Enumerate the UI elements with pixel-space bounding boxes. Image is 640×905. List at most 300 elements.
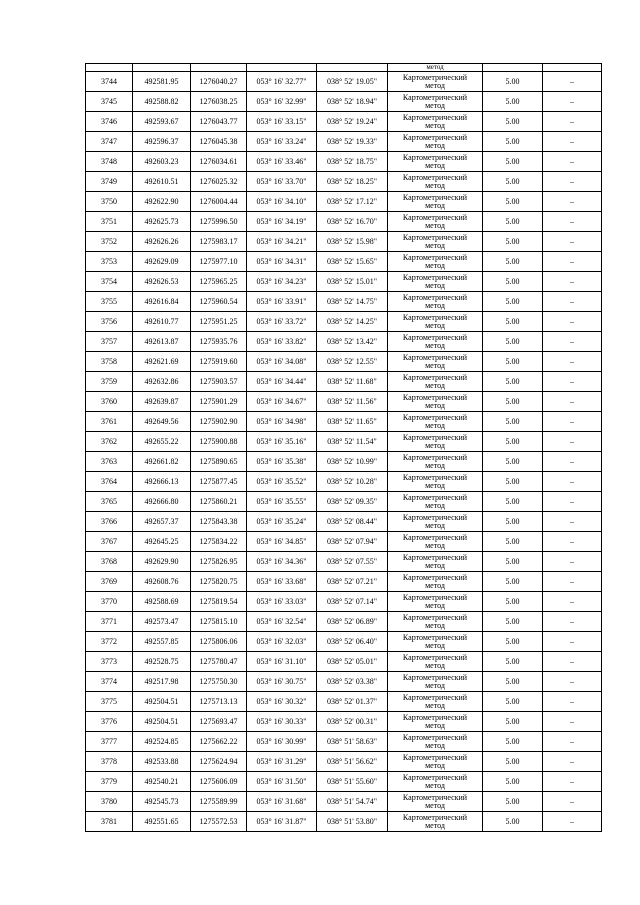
x-coordinate-cell: 492596.37 xyxy=(133,132,191,152)
empty-value-cell: – xyxy=(543,252,602,272)
method-cell xyxy=(388,672,483,692)
longitude-cell: 038° 52' 03.38" xyxy=(317,672,388,692)
longitude-cell: 038° 52' 12.55" xyxy=(317,352,388,372)
method-cell xyxy=(388,412,483,432)
deviation-cell: 5.00 xyxy=(483,152,543,172)
method-line-1: Картометрический xyxy=(402,192,468,202)
deviation-cell: 5.00 xyxy=(483,232,543,252)
latitude-cell: 053° 16' 35.52" xyxy=(247,472,317,492)
method-cell xyxy=(388,372,483,392)
method-cell xyxy=(388,312,483,332)
method-line-1: Картометрический xyxy=(402,172,468,182)
longitude-cell: 038° 52' 07.14" xyxy=(317,592,388,612)
method-cell xyxy=(388,512,483,532)
empty-value-cell: – xyxy=(543,172,602,192)
x-coordinate-cell: 492545.73 xyxy=(133,792,191,812)
method-line-1: Картометрический xyxy=(402,592,468,602)
point-id-cell: 3768 xyxy=(86,552,133,572)
table-row xyxy=(86,352,602,372)
deviation-cell: 5.00 xyxy=(483,632,543,652)
method-line-1: Картометрический xyxy=(402,632,468,642)
latitude-cell: 053° 16' 32.99" xyxy=(247,92,317,112)
longitude-cell: 038° 52' 13.42" xyxy=(317,332,388,352)
deviation-cell: 5.00 xyxy=(483,612,543,632)
empty-value-cell: – xyxy=(543,192,602,212)
latitude-cell: 053° 16' 30.75" xyxy=(247,672,317,692)
deviation-cell: 5.00 xyxy=(483,692,543,712)
method-line-2: метод xyxy=(425,660,445,670)
x-coordinate-cell: 492608.76 xyxy=(133,572,191,592)
fragment-cell xyxy=(86,64,133,72)
table-row xyxy=(86,392,602,412)
point-id-cell: 3752 xyxy=(86,232,133,252)
latitude-cell: 053° 16' 33.70" xyxy=(247,172,317,192)
table-row xyxy=(86,152,602,172)
table-row xyxy=(86,612,602,632)
empty-value-cell: – xyxy=(543,512,602,532)
x-coordinate-cell: 492504.51 xyxy=(133,712,191,732)
deviation-cell: 5.00 xyxy=(483,392,543,412)
latitude-cell: 053° 16' 33.68" xyxy=(247,572,317,592)
method-line-1: Картометрический xyxy=(402,412,468,422)
deviation-cell: 5.00 xyxy=(483,492,543,512)
deviation-cell: 5.00 xyxy=(483,412,543,432)
x-coordinate-cell: 492613.87 xyxy=(133,332,191,352)
table-row xyxy=(86,492,602,512)
method-cell xyxy=(388,72,483,92)
method-line-2: метод xyxy=(425,540,445,550)
x-coordinate-cell: 492610.51 xyxy=(133,172,191,192)
method-line-2: метод xyxy=(425,560,445,570)
method-cell xyxy=(388,812,483,832)
fragment-method-cell: метод xyxy=(388,64,483,72)
method-line-2: метод xyxy=(425,300,445,310)
longitude-cell: 038° 52' 08.44" xyxy=(317,512,388,532)
method-cell xyxy=(388,112,483,132)
method-line-1: Картометрический xyxy=(402,392,468,402)
empty-value-cell: – xyxy=(543,532,602,552)
deviation-cell: 5.00 xyxy=(483,252,543,272)
deviation-cell: 5.00 xyxy=(483,112,543,132)
latitude-cell: 053° 16' 35.38" xyxy=(247,452,317,472)
x-coordinate-cell: 492621.69 xyxy=(133,352,191,372)
method-line-1: Картометрический xyxy=(402,672,468,682)
longitude-cell: 038° 52' 11.68" xyxy=(317,372,388,392)
x-coordinate-cell: 492616.84 xyxy=(133,292,191,312)
latitude-cell: 053° 16' 33.82" xyxy=(247,332,317,352)
x-coordinate-cell: 492622.90 xyxy=(133,192,191,212)
empty-value-cell: – xyxy=(543,772,602,792)
table-row xyxy=(86,432,602,452)
method-line-1: Картометрический xyxy=(402,72,468,82)
method-line-1: Картометрический xyxy=(402,552,468,562)
deviation-cell: 5.00 xyxy=(483,192,543,212)
latitude-cell: 053° 16' 34.44" xyxy=(247,372,317,392)
latitude-cell: 053° 16' 34.23" xyxy=(247,272,317,292)
table-row xyxy=(86,412,602,432)
y-coordinate-cell: 1275750.30 xyxy=(191,672,247,692)
latitude-cell: 053° 16' 32.03" xyxy=(247,632,317,652)
deviation-cell: 5.00 xyxy=(483,172,543,192)
longitude-cell: 038° 52' 00.31" xyxy=(317,712,388,732)
deviation-cell: 5.00 xyxy=(483,652,543,672)
longitude-cell: 038° 52' 11.56" xyxy=(317,392,388,412)
y-coordinate-cell: 1275960.54 xyxy=(191,292,247,312)
deviation-cell: 5.00 xyxy=(483,772,543,792)
method-cell xyxy=(388,132,483,152)
deviation-cell: 5.00 xyxy=(483,132,543,152)
method-line-1: Картометрический xyxy=(402,792,468,802)
y-coordinate-cell: 1276004.44 xyxy=(191,192,247,212)
deviation-cell: 5.00 xyxy=(483,432,543,452)
method-cell xyxy=(388,492,483,512)
longitude-cell: 038° 52' 06.40" xyxy=(317,632,388,652)
latitude-cell: 053° 16' 33.24" xyxy=(247,132,317,152)
y-coordinate-cell: 1275903.57 xyxy=(191,372,247,392)
longitude-cell: 038° 52' 11.65" xyxy=(317,412,388,432)
longitude-cell: 038° 52' 10.28" xyxy=(317,472,388,492)
method-line-1: Картометрический xyxy=(402,212,468,222)
deviation-cell: 5.00 xyxy=(483,352,543,372)
method-cell xyxy=(388,232,483,252)
fragment-cell xyxy=(247,64,317,72)
point-id-cell: 3754 xyxy=(86,272,133,292)
longitude-cell: 038° 52' 07.21" xyxy=(317,572,388,592)
table-row xyxy=(86,472,602,492)
point-id-cell: 3758 xyxy=(86,352,133,372)
empty-value-cell: – xyxy=(543,72,602,92)
empty-value-cell: – xyxy=(543,232,602,252)
method-cell xyxy=(388,332,483,352)
latitude-cell: 053° 16' 31.10" xyxy=(247,652,317,672)
x-coordinate-cell: 492528.75 xyxy=(133,652,191,672)
empty-value-cell: – xyxy=(543,272,602,292)
method-cell xyxy=(388,732,483,752)
table-row xyxy=(86,272,602,292)
fragment-cell xyxy=(317,64,388,72)
x-coordinate-cell: 492625.73 xyxy=(133,212,191,232)
latitude-cell: 053° 16' 34.08" xyxy=(247,352,317,372)
method-line-2: метод xyxy=(425,600,445,610)
table-row xyxy=(86,632,602,652)
deviation-cell: 5.00 xyxy=(483,292,543,312)
method-cell xyxy=(388,352,483,372)
method-line-2: метод xyxy=(425,420,445,430)
empty-value-cell: – xyxy=(543,552,602,572)
method-line-2: метод xyxy=(425,220,445,230)
method-line-2: метод xyxy=(425,480,445,490)
deviation-cell: 5.00 xyxy=(483,72,543,92)
method-line-1: Картометрический xyxy=(402,512,468,522)
latitude-cell: 053° 16' 35.55" xyxy=(247,492,317,512)
method-cell xyxy=(388,392,483,412)
method-line-1: Картометрический xyxy=(402,152,468,162)
method-line-1: Картометрический xyxy=(402,132,468,142)
method-line-2: метод xyxy=(425,680,445,690)
point-id-cell: 3766 xyxy=(86,512,133,532)
method-cell xyxy=(388,652,483,672)
method-line-2: метод xyxy=(425,400,445,410)
y-coordinate-cell: 1275624.94 xyxy=(191,752,247,772)
x-coordinate-cell: 492551.65 xyxy=(133,812,191,832)
y-coordinate-cell: 1275693.47 xyxy=(191,712,247,732)
empty-value-cell: – xyxy=(543,612,602,632)
y-coordinate-cell: 1276025.32 xyxy=(191,172,247,192)
method-cell xyxy=(388,272,483,292)
table-row xyxy=(86,172,602,192)
y-coordinate-cell: 1275965.25 xyxy=(191,272,247,292)
point-id-cell: 3781 xyxy=(86,812,133,832)
y-coordinate-cell: 1275902.90 xyxy=(191,412,247,432)
method-line-1: Картометрический xyxy=(402,752,468,762)
point-id-cell: 3757 xyxy=(86,332,133,352)
deviation-cell: 5.00 xyxy=(483,572,543,592)
point-id-cell: 3774 xyxy=(86,672,133,692)
deviation-cell: 5.00 xyxy=(483,532,543,552)
method-line-1: Картометрический xyxy=(402,772,468,782)
point-id-cell: 3762 xyxy=(86,432,133,452)
empty-value-cell: – xyxy=(543,152,602,172)
longitude-cell: 038° 52' 14.25" xyxy=(317,312,388,332)
empty-value-cell: – xyxy=(543,712,602,732)
y-coordinate-cell: 1275820.75 xyxy=(191,572,247,592)
latitude-cell: 053° 16' 34.21" xyxy=(247,232,317,252)
y-coordinate-cell: 1275919.60 xyxy=(191,352,247,372)
table-row xyxy=(86,692,602,712)
method-cell xyxy=(388,592,483,612)
method-line-1: Картометрический xyxy=(402,492,468,502)
empty-value-cell: – xyxy=(543,692,602,712)
latitude-cell: 053° 16' 35.24" xyxy=(247,512,317,532)
table-row xyxy=(86,212,602,232)
latitude-cell: 053° 16' 32.77" xyxy=(247,72,317,92)
fragment-cell xyxy=(133,64,191,72)
method-line-2: метод xyxy=(425,160,445,170)
fragment-cell xyxy=(543,64,602,72)
method-line-1: Картометрический xyxy=(402,652,468,662)
empty-value-cell: – xyxy=(543,352,602,372)
x-coordinate-cell: 492588.69 xyxy=(133,592,191,612)
longitude-cell: 038° 52' 15.98" xyxy=(317,232,388,252)
method-line-1: Картометрический xyxy=(402,452,468,462)
deviation-cell: 5.00 xyxy=(483,372,543,392)
method-cell xyxy=(388,612,483,632)
method-line-2: метод xyxy=(425,80,445,90)
empty-value-cell: – xyxy=(543,312,602,332)
latitude-cell: 053° 16' 34.85" xyxy=(247,532,317,552)
deviation-cell: 5.00 xyxy=(483,272,543,292)
latitude-cell: 053° 16' 30.33" xyxy=(247,712,317,732)
longitude-cell: 038° 52' 09.35" xyxy=(317,492,388,512)
x-coordinate-cell: 492581.95 xyxy=(133,72,191,92)
empty-value-cell: – xyxy=(543,732,602,752)
point-id-cell: 3746 xyxy=(86,112,133,132)
longitude-cell: 038° 51' 55.60" xyxy=(317,772,388,792)
point-id-cell: 3770 xyxy=(86,592,133,612)
y-coordinate-cell: 1275834.22 xyxy=(191,532,247,552)
method-line-1: Картометрический xyxy=(402,692,468,702)
empty-value-cell: – xyxy=(543,332,602,352)
y-coordinate-cell: 1275572.53 xyxy=(191,812,247,832)
empty-value-cell: – xyxy=(543,572,602,592)
latitude-cell: 053° 16' 34.67" xyxy=(247,392,317,412)
longitude-cell: 038° 52' 10.99" xyxy=(317,452,388,472)
x-coordinate-cell: 492610.77 xyxy=(133,312,191,332)
method-line-1: Картометрический xyxy=(402,112,468,122)
method-line-1: Картометрический xyxy=(402,812,468,822)
empty-value-cell: – xyxy=(543,652,602,672)
y-coordinate-cell: 1275606.09 xyxy=(191,772,247,792)
x-coordinate-cell: 492524.85 xyxy=(133,732,191,752)
y-coordinate-cell: 1276040.27 xyxy=(191,72,247,92)
point-id-cell: 3773 xyxy=(86,652,133,672)
x-coordinate-cell: 492661.82 xyxy=(133,452,191,472)
deviation-cell: 5.00 xyxy=(483,732,543,752)
y-coordinate-cell: 1275977.10 xyxy=(191,252,247,272)
method-line-2: метод xyxy=(425,140,445,150)
longitude-cell: 038° 51' 53.80" xyxy=(317,812,388,832)
method-line-2: метод xyxy=(425,120,445,130)
latitude-cell: 053° 16' 32.54" xyxy=(247,612,317,632)
point-id-cell: 3771 xyxy=(86,612,133,632)
method-line-2: метод xyxy=(425,720,445,730)
longitude-cell: 038° 52' 07.94" xyxy=(317,532,388,552)
empty-value-cell: – xyxy=(543,592,602,612)
longitude-cell: 038° 52' 15.65" xyxy=(317,252,388,272)
y-coordinate-cell: 1275815.10 xyxy=(191,612,247,632)
x-coordinate-cell: 492573.47 xyxy=(133,612,191,632)
x-coordinate-cell: 492557.85 xyxy=(133,632,191,652)
x-coordinate-cell: 492517.98 xyxy=(133,672,191,692)
longitude-cell: 038° 52' 18.25" xyxy=(317,172,388,192)
longitude-cell: 038° 52' 14.75" xyxy=(317,292,388,312)
table-row xyxy=(86,592,602,612)
latitude-cell: 053° 16' 31.87" xyxy=(247,812,317,832)
method-line-1: Картометрический xyxy=(402,232,468,242)
y-coordinate-cell: 1275662.22 xyxy=(191,732,247,752)
method-cell xyxy=(388,692,483,712)
longitude-cell: 038° 52' 01.37" xyxy=(317,692,388,712)
longitude-cell: 038° 52' 11.54" xyxy=(317,432,388,452)
method-line-2: метод xyxy=(425,280,445,290)
x-coordinate-cell: 492657.37 xyxy=(133,512,191,532)
method-cell xyxy=(388,172,483,192)
method-cell xyxy=(388,212,483,232)
empty-value-cell: – xyxy=(543,812,602,832)
table-row xyxy=(86,252,602,272)
table-row xyxy=(86,572,602,592)
method-line-1: Картометрический xyxy=(402,572,468,582)
empty-value-cell: – xyxy=(543,92,602,112)
y-coordinate-cell: 1275983.17 xyxy=(191,232,247,252)
longitude-cell: 038° 51' 56.62" xyxy=(317,752,388,772)
table-row xyxy=(86,812,602,832)
point-id-cell: 3747 xyxy=(86,132,133,152)
empty-value-cell: – xyxy=(543,412,602,432)
method-line-1: Картометрический xyxy=(402,272,468,282)
method-line-1: Картометрический xyxy=(402,312,468,322)
method-cell xyxy=(388,432,483,452)
deviation-cell: 5.00 xyxy=(483,672,543,692)
point-id-cell: 3764 xyxy=(86,472,133,492)
method-line-2: метод xyxy=(425,260,445,270)
latitude-cell: 053° 16' 33.15" xyxy=(247,112,317,132)
method-cell xyxy=(388,532,483,552)
deviation-cell: 5.00 xyxy=(483,592,543,612)
deviation-cell: 5.00 xyxy=(483,792,543,812)
deviation-cell: 5.00 xyxy=(483,92,543,112)
method-line-2: метод xyxy=(425,580,445,590)
method-line-2: метод xyxy=(425,500,445,510)
point-id-cell: 3763 xyxy=(86,452,133,472)
deviation-cell: 5.00 xyxy=(483,212,543,232)
method-line-2: метод xyxy=(425,780,445,790)
x-coordinate-cell: 492626.26 xyxy=(133,232,191,252)
method-line-2: метод xyxy=(425,200,445,210)
y-coordinate-cell: 1275951.25 xyxy=(191,312,247,332)
table-row xyxy=(86,752,602,772)
table-row xyxy=(86,112,602,132)
y-coordinate-cell: 1275713.13 xyxy=(191,692,247,712)
x-coordinate-cell: 492666.80 xyxy=(133,492,191,512)
y-coordinate-cell: 1275589.99 xyxy=(191,792,247,812)
method-cell xyxy=(388,252,483,272)
point-id-cell: 3750 xyxy=(86,192,133,212)
latitude-cell: 053° 16' 34.31" xyxy=(247,252,317,272)
method-line-1: Картометрический xyxy=(402,252,468,262)
deviation-cell: 5.00 xyxy=(483,712,543,732)
method-line-2: метод xyxy=(425,640,445,650)
latitude-cell: 053° 16' 31.29" xyxy=(247,752,317,772)
empty-value-cell: – xyxy=(543,292,602,312)
table-row xyxy=(86,652,602,672)
method-cell xyxy=(388,292,483,312)
point-id-cell: 3744 xyxy=(86,72,133,92)
method-line-2: метод xyxy=(425,360,445,370)
point-id-cell: 3761 xyxy=(86,412,133,432)
table-row xyxy=(86,552,602,572)
x-coordinate-cell: 492666.13 xyxy=(133,472,191,492)
y-coordinate-cell: 1275900.88 xyxy=(191,432,247,452)
latitude-cell: 053° 16' 33.72" xyxy=(247,312,317,332)
empty-value-cell: – xyxy=(543,452,602,472)
method-line-2: метод xyxy=(425,380,445,390)
latitude-cell: 053° 16' 33.03" xyxy=(247,592,317,612)
method-line-2: метод xyxy=(425,100,445,110)
empty-value-cell: – xyxy=(543,752,602,772)
fragment-cell xyxy=(191,64,247,72)
latitude-cell: 053° 16' 34.19" xyxy=(247,212,317,232)
latitude-cell: 053° 16' 34.36" xyxy=(247,552,317,572)
point-id-cell: 3760 xyxy=(86,392,133,412)
table-row xyxy=(86,132,602,152)
table-row xyxy=(86,532,602,552)
y-coordinate-cell: 1275826.95 xyxy=(191,552,247,572)
longitude-cell: 038° 52' 06.89" xyxy=(317,612,388,632)
latitude-cell: 053° 16' 35.16" xyxy=(247,432,317,452)
point-id-cell: 3769 xyxy=(86,572,133,592)
method-line-1: Картометрический xyxy=(402,332,468,342)
method-line-1: Картометрический xyxy=(402,472,468,482)
x-coordinate-cell: 492533.88 xyxy=(133,752,191,772)
method-cell xyxy=(388,712,483,732)
longitude-cell: 038° 51' 54.74" xyxy=(317,792,388,812)
y-coordinate-cell: 1275819.54 xyxy=(191,592,247,612)
method-line-1: Картометрический xyxy=(402,712,468,722)
deviation-cell: 5.00 xyxy=(483,512,543,532)
point-id-cell: 3749 xyxy=(86,172,133,192)
method-cell xyxy=(388,552,483,572)
